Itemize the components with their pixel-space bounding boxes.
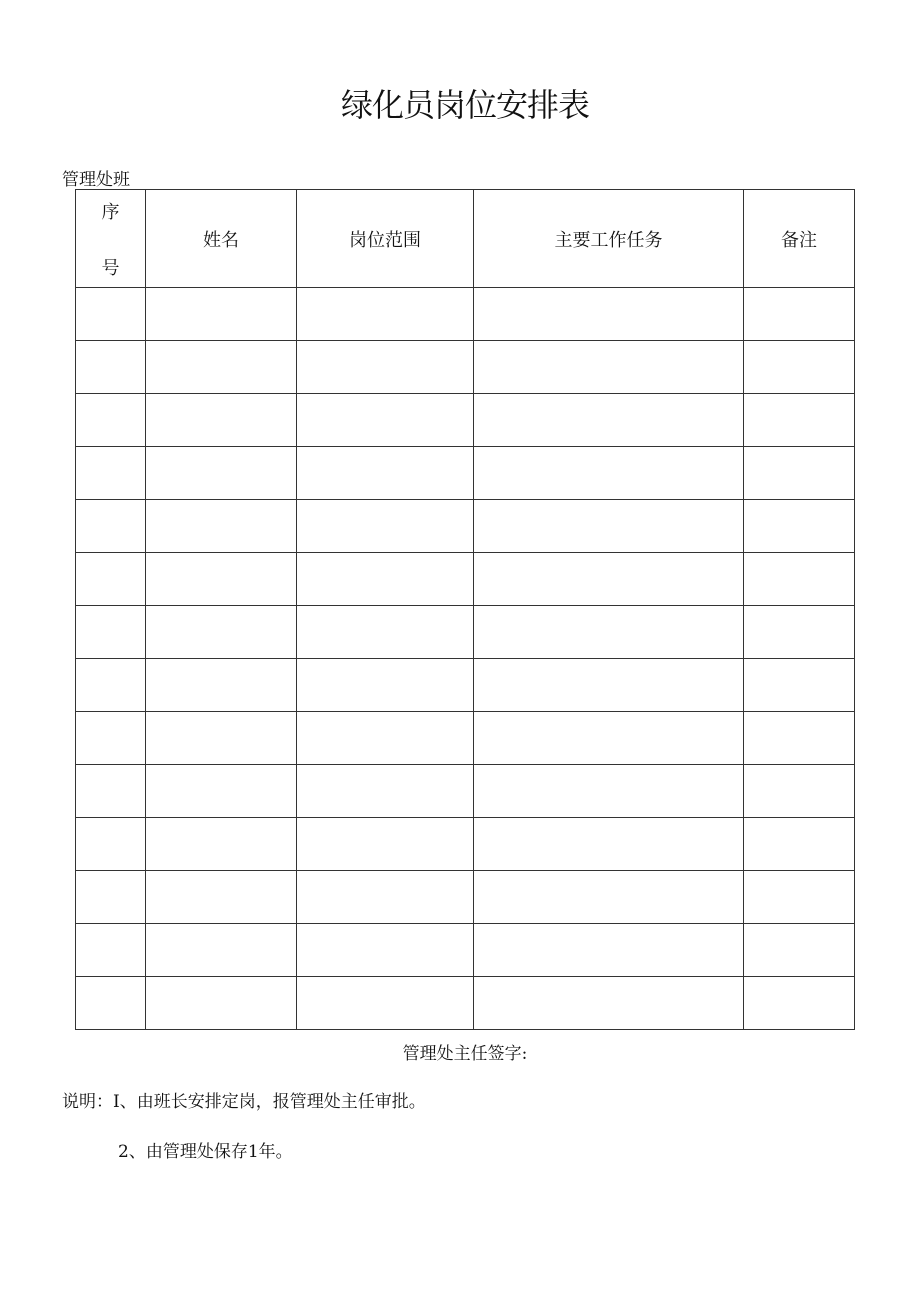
cell-tasks[interactable] <box>474 606 744 659</box>
table-row <box>76 606 855 659</box>
cell-name[interactable] <box>146 288 297 341</box>
header-tasks: 主要工作任务 <box>474 190 744 288</box>
cell-scope[interactable] <box>297 606 474 659</box>
cell-name[interactable] <box>146 500 297 553</box>
cell-seq[interactable] <box>76 765 146 818</box>
cell-tasks[interactable] <box>474 394 744 447</box>
cell-scope[interactable] <box>297 765 474 818</box>
cell-name[interactable] <box>146 553 297 606</box>
cell-remark[interactable] <box>744 712 855 765</box>
cell-tasks[interactable] <box>474 924 744 977</box>
cell-scope[interactable] <box>297 341 474 394</box>
cell-scope[interactable] <box>297 500 474 553</box>
cell-scope[interactable] <box>297 288 474 341</box>
cell-tasks[interactable] <box>474 553 744 606</box>
cell-tasks[interactable] <box>474 659 744 712</box>
cell-remark[interactable] <box>744 765 855 818</box>
cell-tasks[interactable] <box>474 712 744 765</box>
table-row <box>76 341 855 394</box>
cell-remark[interactable] <box>744 924 855 977</box>
table-body <box>76 288 855 1030</box>
cell-scope[interactable] <box>297 659 474 712</box>
table-row <box>76 765 855 818</box>
cell-remark[interactable] <box>744 447 855 500</box>
page-title: 绿化员岗位安排表 <box>340 86 589 124</box>
cell-seq[interactable] <box>76 818 146 871</box>
cell-remark[interactable] <box>744 659 855 712</box>
department-label: 管理处班 <box>62 170 130 190</box>
cell-seq[interactable] <box>76 871 146 924</box>
table-row <box>76 394 855 447</box>
cell-remark[interactable] <box>744 553 855 606</box>
table-row <box>76 712 855 765</box>
roster-table <box>75 189 855 1030</box>
cell-scope[interactable] <box>297 977 474 1030</box>
table-row <box>76 553 855 606</box>
header-seq-bottom: 号 <box>101 257 120 279</box>
cell-seq[interactable] <box>76 924 146 977</box>
cell-tasks[interactable] <box>474 288 744 341</box>
cell-seq[interactable] <box>76 447 146 500</box>
cell-tasks[interactable] <box>474 447 744 500</box>
cell-seq[interactable] <box>76 977 146 1030</box>
cell-scope[interactable] <box>297 447 474 500</box>
cell-remark[interactable] <box>744 288 855 341</box>
cell-remark[interactable] <box>744 977 855 1030</box>
cell-tasks[interactable] <box>474 341 744 394</box>
cell-name[interactable] <box>146 606 297 659</box>
table-row <box>76 924 855 977</box>
cell-name[interactable] <box>146 394 297 447</box>
cell-remark[interactable] <box>744 818 855 871</box>
header-seq <box>76 190 146 288</box>
table-row <box>76 818 855 871</box>
cell-seq[interactable] <box>76 394 146 447</box>
table-header-row <box>76 190 855 288</box>
table-row <box>76 447 855 500</box>
note-line-1: 说明：I、由班长安排定岗，报管理处主任审批。 <box>62 1092 426 1112</box>
cell-scope[interactable] <box>297 818 474 871</box>
cell-scope[interactable] <box>297 712 474 765</box>
cell-seq[interactable] <box>76 606 146 659</box>
cell-name[interactable] <box>146 977 297 1030</box>
cell-seq[interactable] <box>76 341 146 394</box>
cell-name[interactable] <box>146 659 297 712</box>
cell-tasks[interactable] <box>474 977 744 1030</box>
cell-name[interactable] <box>146 447 297 500</box>
table-row <box>76 871 855 924</box>
header-remark: 备注 <box>744 190 855 288</box>
cell-name[interactable] <box>146 712 297 765</box>
cell-tasks[interactable] <box>474 871 744 924</box>
cell-tasks[interactable] <box>474 818 744 871</box>
cell-seq[interactable] <box>76 712 146 765</box>
cell-name[interactable] <box>146 818 297 871</box>
cell-seq[interactable] <box>76 553 146 606</box>
cell-scope[interactable] <box>297 553 474 606</box>
cell-seq[interactable] <box>76 659 146 712</box>
table-row <box>76 977 855 1030</box>
table-row <box>76 288 855 341</box>
cell-remark[interactable] <box>744 500 855 553</box>
cell-remark[interactable] <box>744 871 855 924</box>
cell-name[interactable] <box>146 341 297 394</box>
header-seq-top: 序 <box>101 201 120 223</box>
cell-name[interactable] <box>146 924 297 977</box>
cell-seq[interactable] <box>76 500 146 553</box>
cell-tasks[interactable] <box>474 500 744 553</box>
header-name: 姓名 <box>146 190 297 288</box>
cell-scope[interactable] <box>297 924 474 977</box>
cell-name[interactable] <box>146 871 297 924</box>
cell-name[interactable] <box>146 765 297 818</box>
cell-remark[interactable] <box>744 394 855 447</box>
cell-seq[interactable] <box>76 288 146 341</box>
signature-label: 管理处主任签字: <box>402 1044 528 1064</box>
cell-scope[interactable] <box>297 394 474 447</box>
cell-scope[interactable] <box>297 871 474 924</box>
table-row <box>76 659 855 712</box>
note-line-2: 2、由管理处保存1年。 <box>118 1142 293 1162</box>
cell-remark[interactable] <box>744 606 855 659</box>
cell-tasks[interactable] <box>474 765 744 818</box>
table-row <box>76 500 855 553</box>
cell-remark[interactable] <box>744 341 855 394</box>
header-scope: 岗位范围 <box>297 190 474 288</box>
